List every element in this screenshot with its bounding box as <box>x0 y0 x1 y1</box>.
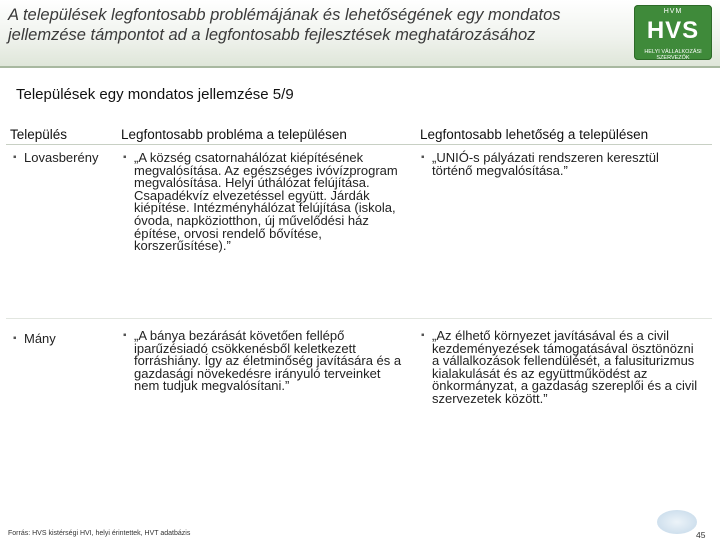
page-number: 45 <box>696 530 706 540</box>
bullet-icon: ▪ <box>13 152 17 163</box>
table-header-divider <box>6 144 712 145</box>
bullet-icon: ▪ <box>421 330 425 341</box>
logo-sub-text: HELYI VÁLLALKOZÁSI SZERVEZŐK <box>644 49 702 61</box>
logo-top-text: HVM <box>663 8 683 15</box>
column-header-settlement: Település <box>10 127 68 142</box>
table-cell-settlement <box>13 331 114 346</box>
table-cell-problem <box>123 150 406 254</box>
slide-subtitle: Települések egy mondatos jellemzése 5/9 <box>16 86 294 103</box>
source-note: Forrás: HVS kistérségi HVI, helyi érintettek, HVT adatbázis <box>8 530 191 537</box>
problem-text: „A község csatornahálózat kiépítésének megvalósítása. Az egészséges ivóvízprogram megvalósítása. Helyi úthálózat felújítása. Csapadékvíz elvezetéssel együtt. Járdák kiépítése. Intézményhálózat felújítása (iskola, óvoda, napköziotthon, új művelődési ház építése, orvosi rendelő bővítése, korszerűsítése).” <box>134 150 398 254</box>
settlement-name: Mány <box>24 331 56 346</box>
header-divider <box>0 66 720 68</box>
column-header-opportunity: Legfontosabb lehetőség a településen <box>420 127 649 142</box>
settlement-name: Lovasberény <box>24 150 99 165</box>
table-cell-settlement <box>13 150 114 165</box>
opportunity-text: „UNIÓ-s pályázati rendszeren keresztül történő megvalósítása.” <box>432 150 659 178</box>
table-cell-opportunity <box>421 150 702 178</box>
table-cell-opportunity <box>421 328 704 406</box>
opportunity-text: „Az élhető környezet javításával és a civil kezdeményezések támogatásával ösztönözni a vállalkozások fellendülését, a falusiturizmus kialakulását és az együttműködést az önkormányzat, a gazdaság szereplői és a civil szervezetek között.” <box>432 328 698 406</box>
row-divider <box>6 318 712 319</box>
header-band <box>0 0 720 66</box>
bullet-icon: ▪ <box>123 152 127 163</box>
logo-main-text: HVS <box>646 17 700 44</box>
hvs-logo <box>634 5 712 60</box>
bullet-icon: ▪ <box>421 152 425 163</box>
bullet-icon: ▪ <box>13 333 17 344</box>
page-title: A települések legfontosabb problémájának és lehetőségének egy mondatos jellemzése támpontot ad a legfontosabb fejlesztések meghatározásához <box>8 6 561 44</box>
table-cell-problem <box>123 328 406 394</box>
decorative-emblem-icon <box>657 510 697 534</box>
column-header-problem: Legfontosabb probléma a településen <box>121 127 347 142</box>
problem-text: „A bánya bezárását követően fellépő iparűzésiadó csökkenésből keletkezett forráshiány. Így az életminőség javítására és a gazdasági növekedésre irányuló terveinket nem tudjuk megvalósítani.” <box>134 328 402 394</box>
bullet-icon: ▪ <box>123 330 127 341</box>
